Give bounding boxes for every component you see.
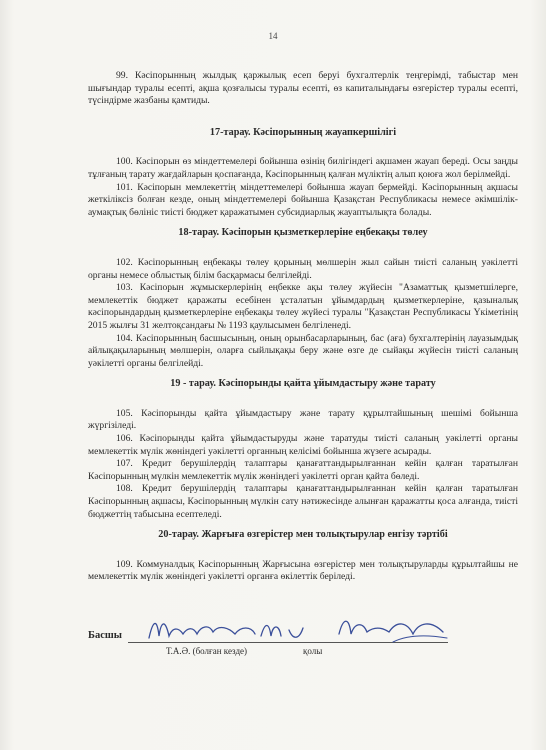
- signature-caption: қолы: [303, 646, 323, 656]
- chapter-18-heading: 18-тарау. Кәсіпорын қызметкерлеріне еңбекақы төлеу: [178, 227, 428, 239]
- paragraph-104: 104. Кәсіпорынның басшысының, оның орынбасарларының, бас (аға) бухгалтерінің лауазымдық айлықақыларының мөлшерін, оларға сыйлықақы беру және өзге де сыйақы жүйесін тиісті саланың уәкілетті органы белгілейді.: [88, 332, 518, 369]
- paragraph-109: 109. Коммуналдық Кәсіпорынның Жарғысына өзгерістер мен толықтыруларды құрылтайшы не мемлекеттік мүлік жөніндегі уәкілетті органға өкілеттік беріледі.: [88, 558, 518, 583]
- chapter-17-heading: 17-тарау. Кәсіпорынның жауапкершілігі: [209, 126, 397, 138]
- name-caption: Т.А.Ә. (болған кезде): [166, 646, 248, 656]
- paragraph-102: 102. Кәсіпорынның еңбекақы төлеу қорының мөлшерін жыл сайын тиісті саланың уәкілетті органы немесе облыстық білім басқармасы белгілейді.: [88, 256, 518, 281]
- paragraph-99: 99. Кәсіпорынның жылдық қаржылық есеп беруі бухгалтерлік теңгерімді, табыстар мен шығындар туралы есепті, ақша қозғалысы туралы есепті, өз капиталындағы өзгерістер туралы есепті, түсіндірме жазбаны қамтиды.: [88, 70, 518, 107]
- chapter-19-heading: 19 - тарау. Кәсіпорынды қайта ұйымдастыру және тарату: [170, 378, 436, 390]
- document-body: [88, 70, 518, 584]
- paragraph-106: 106. Кәсіпорынды қайта ұйымдастыруды және таратуды тиісті саланың уәкілетті органы мемлекеттік мүлік жөніндегі уәкілетті органның келісімі бойынша жүзеге асырады.: [88, 433, 518, 457]
- paragraph-101: 101. Кәсіпорын мемлекеттің міндеттемелері бойынша жауап бермейді. Кәсіпорынның ақшасы жеткіліксіз болған кезде, оның міндеттемелері бойынша Қазақстан Республикасы немесе әкімшілік-аумақтық бөлініс тиісті бюджет қаражатымен субсидиарлық жауаптылықта болады.: [88, 181, 518, 218]
- paragraph-100: 100. Кәсіпорын өз міндеттемелері бойынша өзінің билігіндегі ақшамен жауап береді. Осы заңды тұлғаның тарату жағдайларын қоспағанда, Кәсіпорынның қалған мүліктің алып қоюға жол берілмейді.: [88, 156, 518, 180]
- paragraph-103: 103. Кәсіпорын жұмыскерлерінің еңбекке ақы төлеу жүйесін "Азаматтық қызметшілерге, мемлекеттік бюджет қаражаты есебінен ұсталатын ұйымдардың қызметкерлеріне, қазыналық кәсіпорындардың қызметкерлеріне еңбекақы төлеу жүйесі туралы "Қазақстан Республикасы Үкіметінің 2015 жылғы 31 желтоқсандағы № 1193 қаулысымен белгіленеді.: [88, 282, 518, 331]
- paragraph-105: 105. Кәсіпорынды қайта ұйымдастыру және тарату құрылтайшының шешімі бойынша жүргізіледі.: [88, 407, 518, 432]
- handwritten-signature: [143, 612, 463, 648]
- paragraph-107: 107. Кредит берушілердің талаптары қанағаттандырылғаннан кейін қалған таратылған Кәсіпорынның мүлкін мемлекеттік мүлік жөніндегі уәкілетті орган қайта бөледі.: [88, 458, 518, 482]
- signature-label: Басшы: [88, 630, 122, 641]
- chapter-20-heading: 20-тарау. Жарғыға өзгерістер мен толықтырулар енгізу тәртібі: [158, 529, 448, 541]
- page-number: 14: [268, 31, 278, 41]
- signature-block: [88, 626, 448, 666]
- paragraph-108: 108. Кредит берушілердің талаптары қанағаттандырылғаннан кейін қалған таратылған Кәсіпорынның ақшасы, Кәсіпорынның мүлкін сату нәтижесінде алынған қаражатты қоса алғанда, тиісті бюджеттің табысына есептеледі.: [88, 483, 518, 520]
